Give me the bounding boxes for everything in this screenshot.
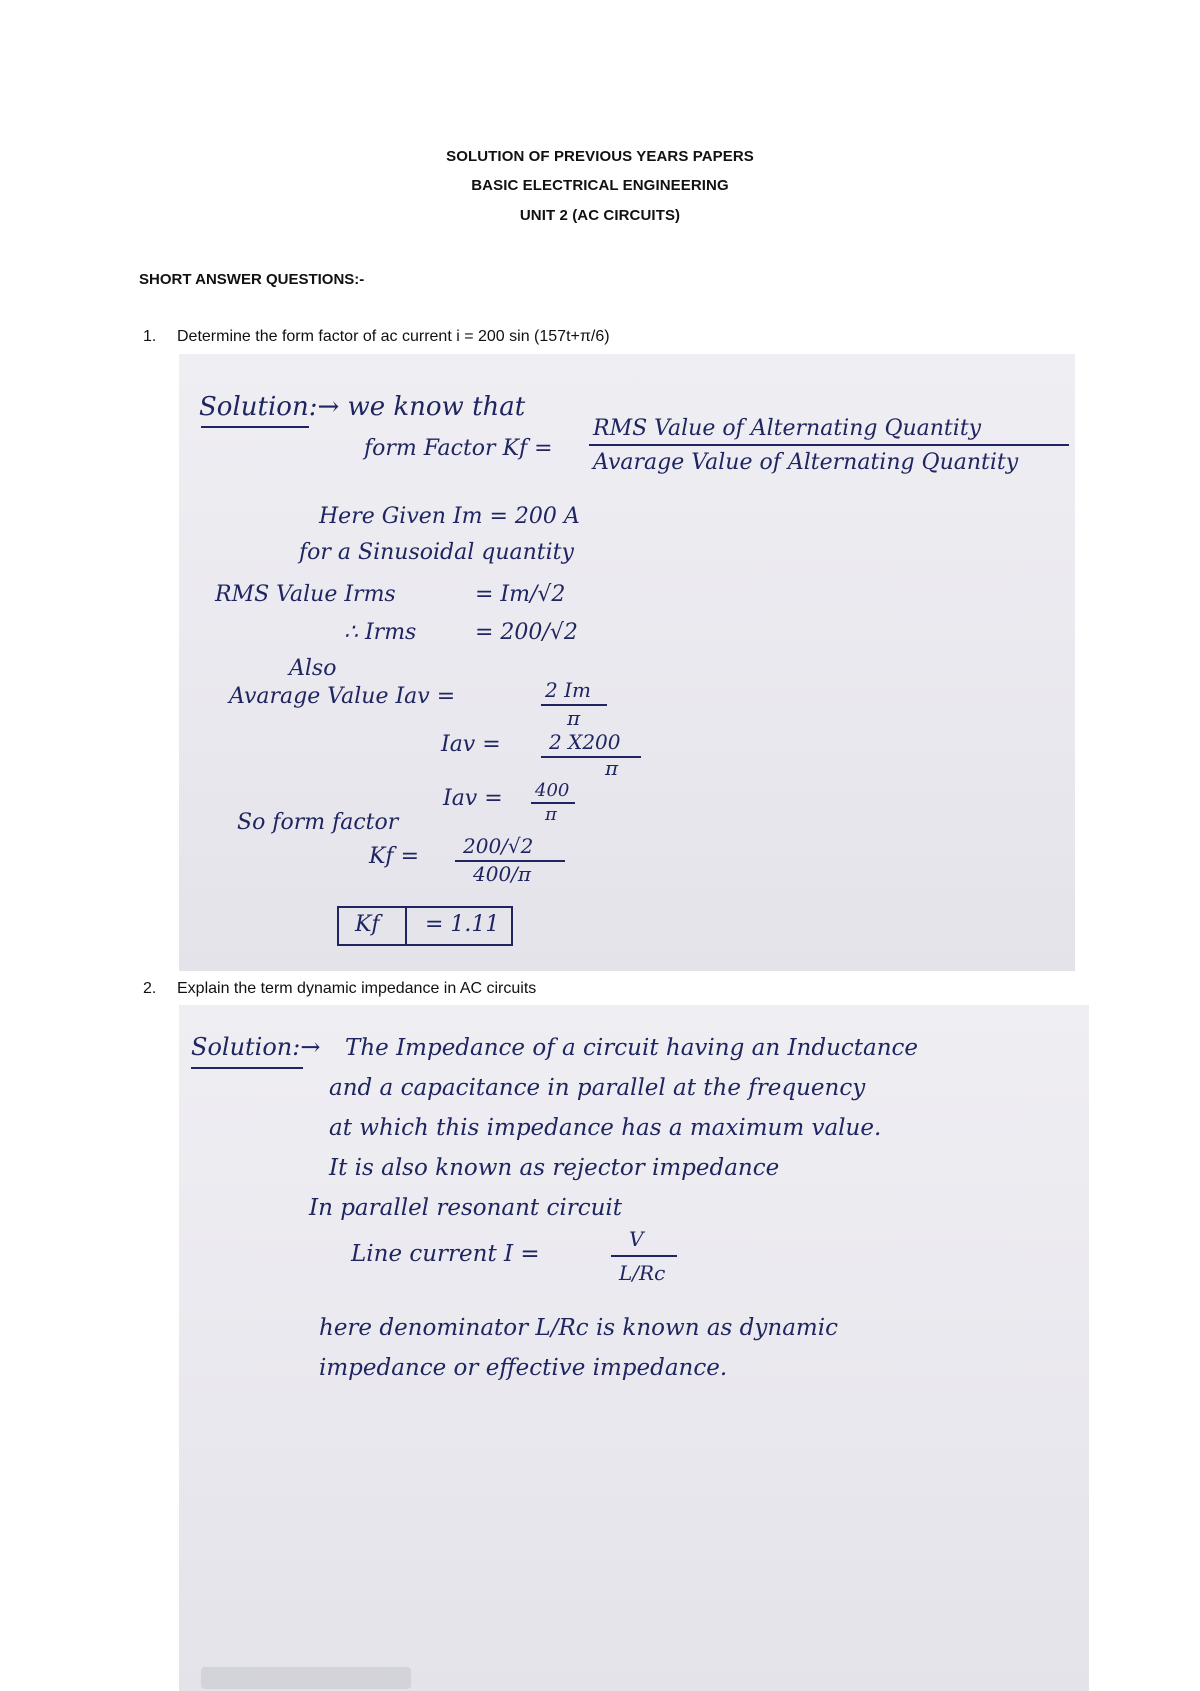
section-title: SHORT ANSWER QUESTIONS:- xyxy=(139,271,365,288)
iav-denominator-2: π xyxy=(545,804,557,825)
irms-label: ∴ Irms xyxy=(344,620,417,645)
solution-heading: Solution:→ xyxy=(191,1033,321,1061)
formula-label: form Factor Kf = xyxy=(364,436,553,461)
iav-label-2: Iav = xyxy=(443,786,503,811)
dynamic-line-1: here denominator L/Rc is known as dynamic xyxy=(319,1315,838,1341)
definition-line-3: at which this impedance has a maximum value. xyxy=(329,1115,882,1141)
kf-denominator: 400/π xyxy=(473,862,532,886)
fraction-bar xyxy=(541,756,641,758)
definition-line-2: and a capacitance in parallel at the frequency xyxy=(329,1075,866,1101)
average-numerator: 2 Im xyxy=(545,678,591,702)
question-2 xyxy=(143,980,536,998)
question-text: Determine the form factor of ac current i = 200 sin (157t+π/6) xyxy=(177,328,610,345)
result-box xyxy=(337,906,513,946)
line-current-label: Line current I = xyxy=(351,1241,540,1267)
result-divider xyxy=(405,908,407,944)
underline xyxy=(191,1067,303,1069)
scanner-watermark xyxy=(201,1667,411,1689)
handwritten-solution-2 xyxy=(179,1005,1089,1691)
kf-label: Kf = xyxy=(369,844,420,869)
also-label: Also xyxy=(289,656,337,681)
doc-title: SOLUTION OF PREVIOUS YEARS PAPERS xyxy=(446,148,754,165)
solution-heading: Solution:→ we know that xyxy=(199,392,526,422)
average-denominator: π xyxy=(567,706,581,730)
handwritten-solution-1 xyxy=(179,354,1075,971)
irms-value: = 200/√2 xyxy=(475,620,578,645)
underline xyxy=(201,426,309,428)
formula-denominator: Avarage Value of Alternating Quantity xyxy=(593,450,1019,475)
doc-unit: UNIT 2 (AC CIRCUITS) xyxy=(519,207,681,224)
question-1 xyxy=(143,328,610,346)
dynamic-line-2: impedance or effective impedance. xyxy=(319,1355,728,1381)
iav-numerator: 2 X200 xyxy=(549,730,621,754)
fraction-bar xyxy=(589,444,1069,446)
doc-subject: BASIC ELECTRICAL ENGINEERING xyxy=(471,177,729,194)
line-current-denominator: L/Rc xyxy=(619,1261,666,1285)
question-number: 2. xyxy=(143,980,157,997)
form-factor-label: So form factor xyxy=(237,810,399,835)
question-text: Explain the term dynamic impedance in AC circuits xyxy=(177,980,537,997)
result-value: = 1.11 xyxy=(425,912,500,937)
average-label: Avarage Value Iav = xyxy=(229,684,456,709)
parallel-line: In parallel resonant circuit xyxy=(309,1195,623,1221)
iav-denominator: π xyxy=(605,756,619,780)
rms-label: RMS Value Irms xyxy=(215,582,396,607)
iav-label: Iav = xyxy=(441,732,501,757)
rms-value: = Im/√2 xyxy=(475,582,566,607)
given-line: Here Given Im = 200 A xyxy=(319,504,580,529)
fraction-bar xyxy=(611,1255,677,1257)
result-label: Kf xyxy=(355,912,380,937)
line-current-numerator: V xyxy=(629,1227,644,1251)
kf-numerator: 200/√2 xyxy=(463,834,534,858)
definition-line-4: It is also known as rejector impedance xyxy=(329,1155,780,1181)
sinusoidal-line: for a Sinusoidal quantity xyxy=(299,540,574,565)
formula-numerator: RMS Value of Alternating Quantity xyxy=(593,416,982,441)
definition-line-1: The Impedance of a circuit having an Inductance xyxy=(345,1035,919,1061)
iav-numerator-2: 400 xyxy=(535,780,570,801)
question-number: 1. xyxy=(143,328,157,345)
